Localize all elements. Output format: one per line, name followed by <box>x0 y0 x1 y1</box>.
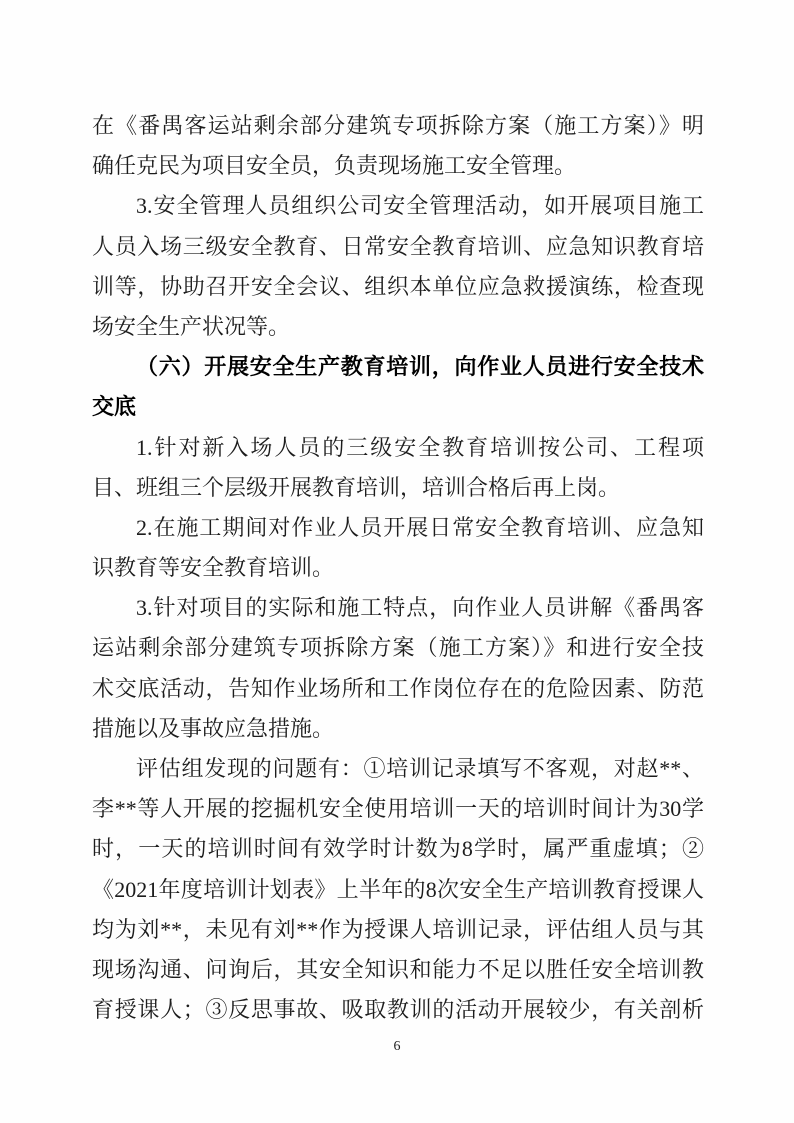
text-line: 育授课人；③反思事故、吸取教训的活动开展较少，有关剖析 <box>92 997 704 1023</box>
text-line: 术交底活动，告知作业场所和工作岗位存在的危险因素、防范 <box>92 675 704 701</box>
text-line: 评估组发现的问题有：①培训记录填写不客观，对赵**、 <box>136 756 704 781</box>
text-line: 训等，协助召开安全会议、组织本单位应急救援演练，检查现 <box>92 273 704 299</box>
text-line: 运站剩余部分建筑专项拆除方案（施工方案）》和进行安全技 <box>92 635 704 661</box>
text-line: 识教育等安全教育培训。 <box>92 555 335 581</box>
text-line: （六）开展安全生产教育培训，向作业人员进行安全技术 <box>136 354 704 380</box>
page-number: 6 <box>393 1039 401 1054</box>
text-line: 1.针对新入场人员的三级安全教育培训按公司、工程项 <box>136 434 704 460</box>
text-line: 李**等人开展的挖掘机安全使用培训一天的培训时间计为30学 <box>92 796 704 822</box>
text-line: 目、班组三个层级开展教育培训，培训合格后再上岗。 <box>92 474 621 500</box>
text-line: 3.针对项目的实际和施工特点，向作业人员讲解《番禺客 <box>136 595 704 621</box>
text-line: 措施以及事故应急措施。 <box>92 715 335 741</box>
text-line: 交底 <box>92 394 137 420</box>
text-line: 确任克民为项目安全员，负责现场施工安全管理。 <box>92 153 577 179</box>
text-line: 人员入场三级安全教育、日常安全教育培训、应急知识教育培 <box>92 233 704 259</box>
text-line: 2.在施工期间对作业人员开展日常安全教育培训、应急知 <box>136 514 704 540</box>
text-line: 均为刘**，未见有刘**作为授课人培训记录，评估组人员与其 <box>92 916 704 942</box>
text-line: 在《番禺客运站剩余部分建筑专项拆除方案（施工方案）》明 <box>92 113 704 138</box>
text-line: 3.安全管理人员组织公司安全管理活动，如开展项目施工 <box>136 193 704 219</box>
text-line: 现场沟通、问询后，其安全知识和能力不足以胜任安全培训教 <box>92 956 704 982</box>
document-body <box>92 106 704 1030</box>
text-line: 场安全生产状况等。 <box>92 313 291 339</box>
text-line: 《2021年度培训计划表》上半年的8次安全生产培训教育授课人 <box>92 876 704 902</box>
text-line: 时，一天的培训时间有效学时计数为8学时，属严重虚填；② <box>92 836 704 862</box>
